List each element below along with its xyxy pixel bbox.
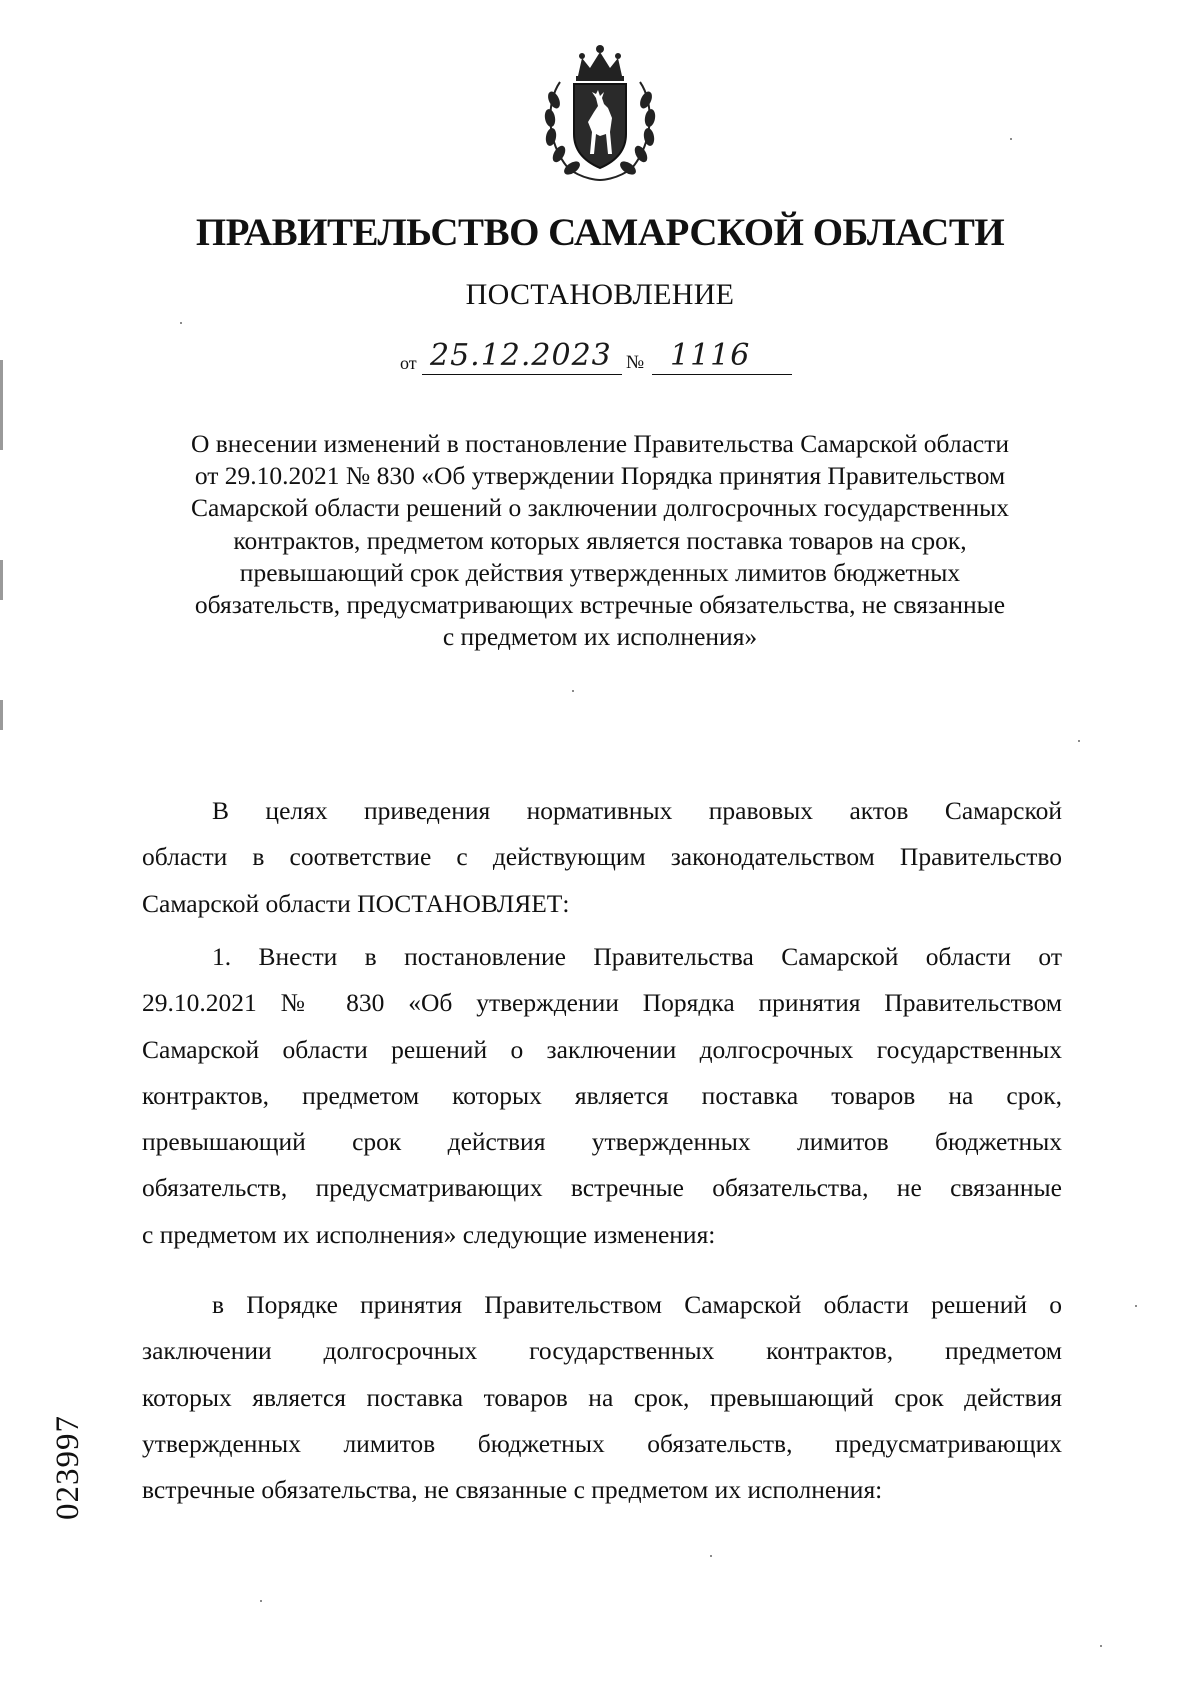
scan-edge-mark [0, 560, 3, 600]
paragraph-line: с предметом их исполнения» следующие изменения: [142, 1219, 716, 1249]
subject-line: контрактов, предметом которых является поставка товаров на срок, [233, 525, 967, 555]
number-prefix: № [626, 352, 645, 373]
paragraph-line: 29.10.2021 № 830 «Об утверждении Порядка принятия Правительством [142, 988, 1062, 1018]
scan-speck [710, 1555, 712, 1557]
subject-line: от 29.10.2021 № 830 «Об утверждении Порядка принятия Правительством [194, 461, 1006, 491]
paragraph-line: В целях приведения нормативных правовых актов Самарской [212, 796, 1062, 825]
subject-line: Самарской области решений о заключении долгосрочных государственных [190, 493, 1010, 523]
number-underline [652, 374, 792, 375]
paragraph-line: Самарской области решений о заключении долгосрочных государственных [142, 1034, 1062, 1064]
side-serial-number: 023997 [50, 1415, 86, 1520]
scan-speck [260, 1600, 262, 1602]
subject-line: О внесении изменений в постановление Правительства Самарской области [190, 429, 1010, 458]
handwritten-date: 25.12.2023 [430, 338, 612, 373]
scan-edge-mark [0, 700, 3, 730]
paragraph-line: заключении долгосрочных государственных контрактов, предметом [142, 1336, 1062, 1366]
paragraph-line: которых является поставка товаров на срок, превышающий срок действия [142, 1382, 1062, 1412]
samara-oblast-coat-of-arms-icon [538, 42, 662, 182]
date-underline [422, 374, 622, 375]
subject-line: обязательств, предусматривающих встречные обязательства, не связанные [194, 590, 1006, 620]
paragraph-line: контрактов, предметом которых является поставка товаров на срок, [142, 1080, 1062, 1110]
date-prefix: от [400, 353, 417, 373]
paragraph-preamble [142, 788, 1062, 927]
paragraph-line: в Порядке принятия Правительством Самарской области решений о [212, 1290, 1062, 1319]
government-title: ПРАВИТЕЛЬСТВО САМАРСКОЙ ОБЛАСТИ [195, 211, 1005, 254]
paragraph-line: встречные обязательства, не связанные с предметом их исполнения: [142, 1475, 883, 1505]
paragraph-line: превышающий срок действия утвержденных лимитов бюджетных [142, 1127, 1062, 1157]
paragraph-line: области в соответствие с действующим законодательством Правительство [142, 842, 1062, 872]
paragraph-line: обязательств, предусматривающих встречные обязательства, не связанные [142, 1173, 1062, 1203]
paragraph-order-changes [142, 1282, 1062, 1513]
date-number-line [400, 336, 800, 382]
document-type: ПОСТАНОВЛЕНИЕ [465, 278, 735, 311]
subject-line: превышающий срок действия утвержденных лимитов бюджетных [239, 557, 961, 587]
scan-speck [572, 690, 574, 692]
scan-edge-mark [0, 360, 3, 450]
handwritten-number: 1116 [670, 338, 751, 373]
paragraph-item-1 [142, 934, 1062, 1258]
scan-speck [1010, 138, 1012, 140]
paragraph-line: утвержденных лимитов бюджетных обязательств, предусматривающих [142, 1428, 1062, 1458]
paragraph-line: 1. Внести в постановление Правительства Самарской области от [212, 942, 1062, 971]
document-subject [130, 428, 1070, 653]
scan-speck [180, 322, 182, 324]
paragraph-line: Самарской области ПОСТАНОВЛЯЕТ: [142, 888, 570, 918]
scan-speck [1135, 1305, 1137, 1307]
scan-speck [1100, 1645, 1102, 1647]
subject-line: с предметом их исполнения» [442, 622, 758, 652]
scan-speck [1078, 740, 1080, 742]
